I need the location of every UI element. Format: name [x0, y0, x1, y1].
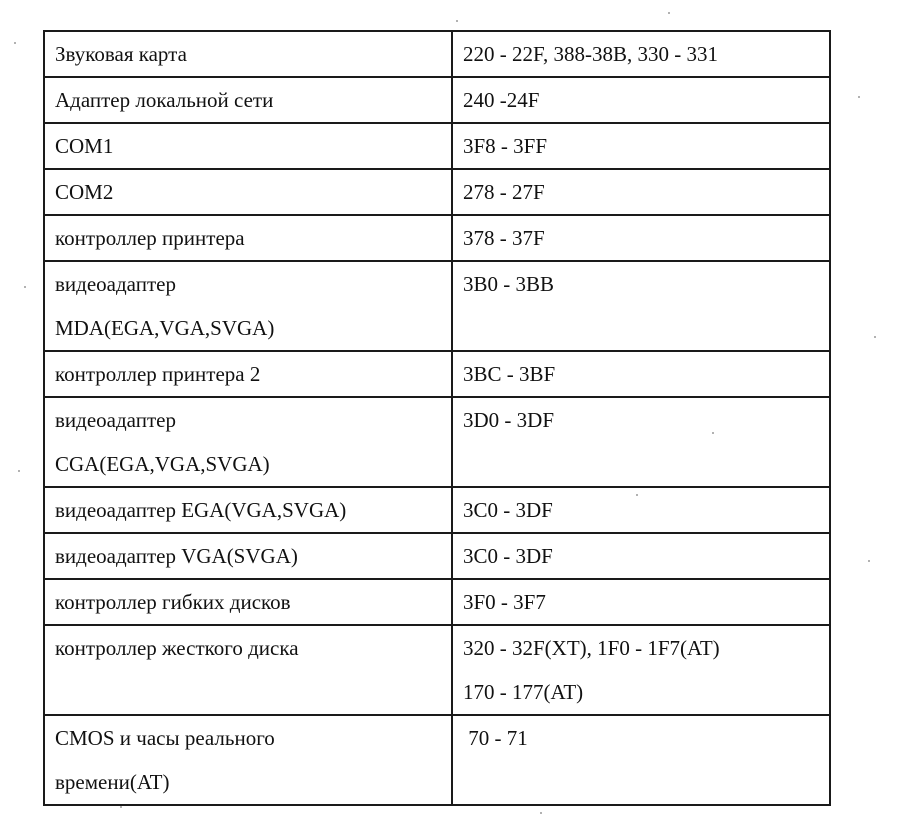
- device-cell: [44, 351, 452, 397]
- port-range-text: 220 - 22F, 388-38B, 330 - 331: [463, 42, 718, 66]
- scan-speck: [14, 42, 16, 44]
- port-range-cell: [452, 77, 830, 123]
- scan-speck: [540, 812, 542, 814]
- port-range-cell: [452, 579, 830, 625]
- scan-speck: [456, 20, 458, 22]
- device-text: видеоадаптер EGA(VGA,SVGA): [55, 498, 347, 522]
- device-cell: [44, 123, 452, 169]
- device-text: видеоадаптер VGA(SVGA): [55, 544, 298, 568]
- device-text: COM2: [55, 180, 114, 204]
- port-range-cell: [452, 31, 830, 77]
- table-row: [44, 215, 830, 261]
- port-range-cell: [452, 397, 830, 487]
- port-range-cell: [452, 215, 830, 261]
- port-range-text: 278 - 27F: [463, 180, 545, 204]
- port-range-text: 3BC - 3BF: [463, 362, 556, 386]
- port-range-text: 3C0 - 3DF: [463, 498, 553, 522]
- port-range-cell: [452, 169, 830, 215]
- port-range-text: 320 - 32F(XT), 1F0 - 1F7(AT): [463, 636, 720, 660]
- table-row: [44, 487, 830, 533]
- table-row: [44, 261, 830, 351]
- table-row: [44, 533, 830, 579]
- device-text: Звуковая карта: [55, 42, 187, 66]
- device-cell: [44, 397, 452, 487]
- device-text: видеоадаптер: [55, 272, 176, 296]
- device-cell: [44, 533, 452, 579]
- scan-speck: [858, 96, 860, 98]
- table-row: [44, 123, 830, 169]
- device-cell: [44, 77, 452, 123]
- port-range-text: 240 -24F: [463, 88, 540, 112]
- port-range-cell: [452, 351, 830, 397]
- device-cell: [44, 579, 452, 625]
- table-row: [44, 351, 830, 397]
- port-range-text: 3F0 - 3F7: [463, 590, 546, 614]
- device-text: контроллер принтера 2: [55, 362, 261, 386]
- device-text: видеоадаптер: [55, 408, 176, 432]
- scan-speck: [24, 286, 26, 288]
- table-row: [44, 77, 830, 123]
- device-cell: [44, 625, 452, 715]
- port-range-cell: [452, 487, 830, 533]
- scan-speck: [874, 336, 876, 338]
- port-range-text: 3C0 - 3DF: [463, 544, 553, 568]
- scan-speck: [868, 560, 870, 562]
- device-cell: [44, 31, 452, 77]
- port-range-cell: [452, 123, 830, 169]
- device-text: CMOS и часы реального: [55, 726, 275, 750]
- device-text: MDA(EGA,VGA,SVGA): [55, 316, 275, 340]
- port-range-text: 3F8 - 3FF: [463, 134, 548, 158]
- device-text: контроллер принтера: [55, 226, 245, 250]
- device-text: COM1: [55, 134, 114, 158]
- scan-speck: [120, 806, 122, 808]
- device-cell: [44, 261, 452, 351]
- table-row: [44, 397, 830, 487]
- scan-speck: [18, 470, 20, 472]
- io-ports-table: [43, 30, 831, 806]
- device-cell: [44, 215, 452, 261]
- port-range-cell: [452, 261, 830, 351]
- port-range-text: 70 - 71: [463, 726, 528, 750]
- table-row: [44, 31, 830, 77]
- device-cell: [44, 715, 452, 805]
- port-range-text: 3D0 - 3DF: [463, 408, 555, 432]
- port-range-text: 3B0 - 3BB: [463, 272, 555, 296]
- device-text: Адаптер локальной сети: [55, 88, 274, 112]
- device-text: контроллер гибких дисков: [55, 590, 291, 614]
- port-range-text: 378 - 37F: [463, 226, 545, 250]
- device-text: времени(AT): [55, 770, 170, 794]
- device-cell: [44, 169, 452, 215]
- table-row: [44, 579, 830, 625]
- port-range-cell: [452, 625, 830, 715]
- table-row: [44, 715, 830, 805]
- table-row: [44, 625, 830, 715]
- port-range-text: 170 - 177(AT): [463, 680, 584, 704]
- device-text: CGA(EGA,VGA,SVGA): [55, 452, 270, 476]
- device-cell: [44, 487, 452, 533]
- port-range-cell: [452, 533, 830, 579]
- table-row: [44, 169, 830, 215]
- device-text: контроллер жесткого диска: [55, 636, 299, 660]
- port-range-cell: [452, 715, 830, 805]
- scan-speck: [668, 12, 670, 14]
